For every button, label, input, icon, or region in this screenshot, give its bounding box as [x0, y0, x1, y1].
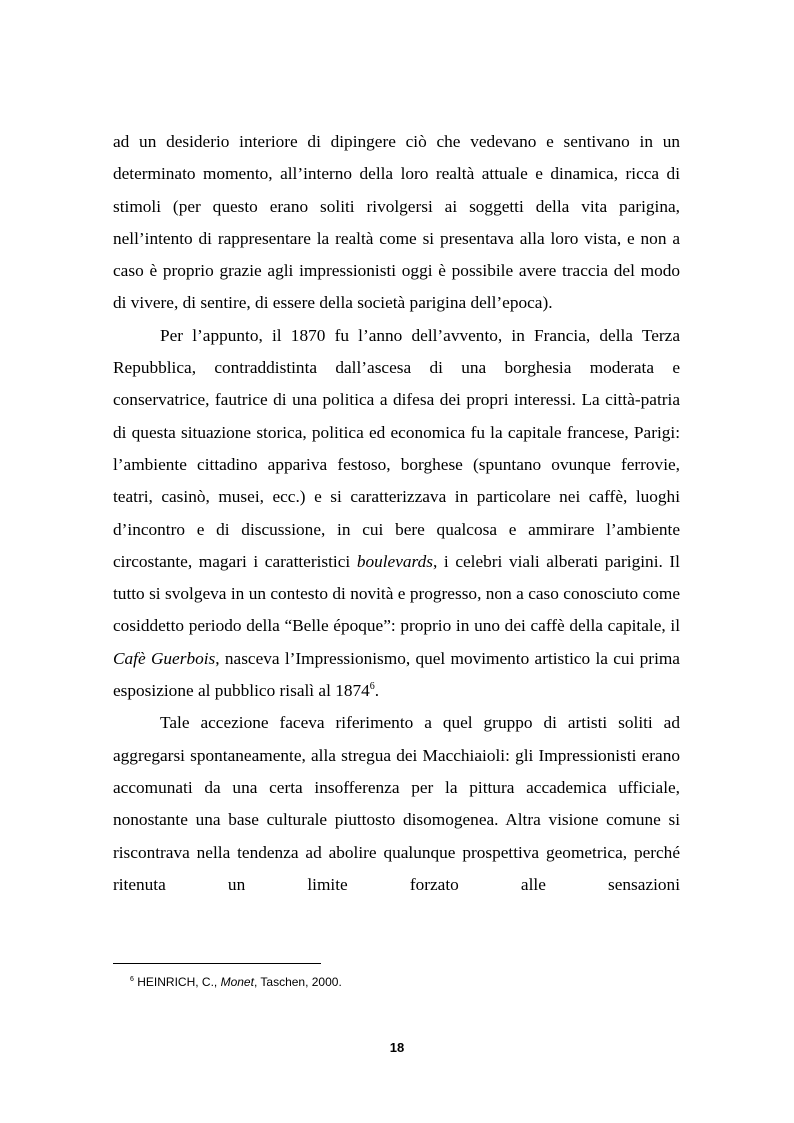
- text-run: Tale accezione faceva riferimento a quel gruppo di artisti soliti ad aggregarsi spontaneamente, alla stregua dei Macchiaioli: gli Impressionisti erano accomunati da una certa insofferenza per la pittura accademica ufficiale, nonostante una base culturale piuttosto disomogenea. Altra visione comune si riscontrava nella tendenza ad abolire qualunque prospettiva geometrica, perché ritenuta un limite forzato alle sensazioni: [113, 713, 680, 894]
- italic-text: Cafè Guerbois: [113, 648, 216, 668]
- footnote-separator: [113, 963, 321, 964]
- text-run: ad un desiderio interiore di dipingere ciò che vedevano e sentivano in un determinato momento, all’interno della loro realtà attuale e dinamica, ricca di stimoli (per questo erano soliti rivolgersi ai soggetti della vita parigina, nell’intento di rappresentare la realtà come si presentava alla loro vista, e non a caso è proprio grazie agli impressionisti oggi è possibile avere traccia del modo di vivere, di sentire, di essere della società parigina dell’epoca).: [113, 132, 680, 313]
- text-run: , Taschen, 2000.: [253, 975, 342, 989]
- text-run: .: [374, 681, 380, 701]
- paragraph-1: [113, 126, 680, 320]
- text-run: , nasceva l’Impressionismo, quel movimento artistico la cui prima esposizione al pubblico risalì al 1874: [113, 648, 680, 701]
- footnote-text: [134, 975, 342, 989]
- italic-text: Monet: [220, 975, 254, 989]
- page-number: 18: [389, 1040, 405, 1055]
- footnote-reference: 6: [369, 681, 375, 693]
- footnote: [130, 974, 690, 990]
- paragraph-3: [113, 707, 680, 901]
- footnote-marker: 6: [130, 976, 134, 983]
- paragraph-2: [113, 320, 680, 708]
- text-run: Per l’appunto, il 1870 fu l’anno dell’avvento, in Francia, della Terza Repubblica, contraddistinta dall’ascesa di una borghesia moderata e conservatrice, fautrice di una politica a difesa dei propri interessi. La città-patria di questa situazione storica, politica ed economica fu la capitale francese, Parigi: l’ambiente cittadino appariva festoso, borghese (spuntano ovunque ferrovie, teatri, casinò, musei, ecc.) e si caratterizzava in particolare nei caffè, luoghi d’incontro e di discussione, in cui bere qualcosa e ammirare l’ambiente circostante, magari i caratteristici: [113, 325, 680, 571]
- text-run: , i celebri viali alberati parigini. Il tutto si svolgeva in un contesto di novità e progresso, non a caso conosciuto come cosiddetto periodo della “Belle époque”: proprio in uno dei caffè della capitale, il: [113, 551, 680, 636]
- text-run: HEINRICH, C.,: [133, 975, 221, 989]
- italic-text: boulevards: [356, 551, 433, 571]
- body-text: [113, 126, 680, 901]
